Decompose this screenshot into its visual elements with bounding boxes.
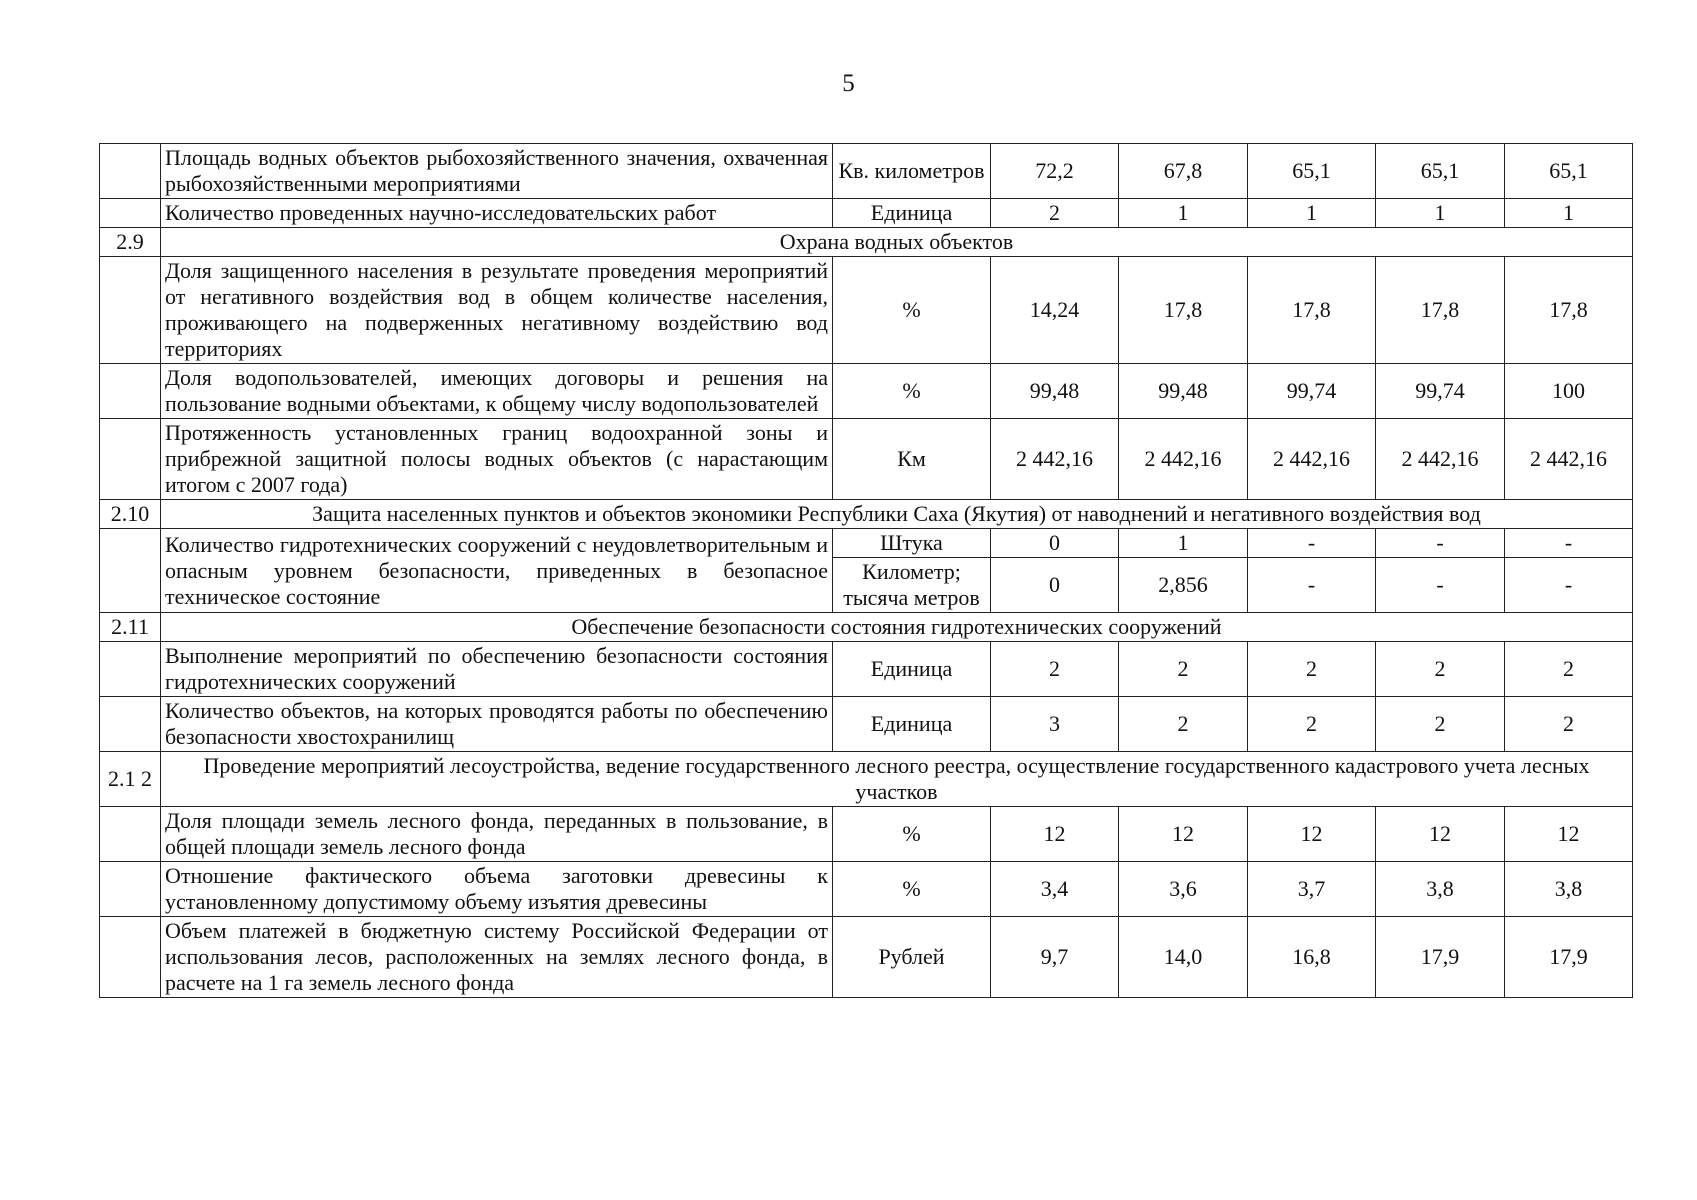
value-cell: 12	[1119, 807, 1248, 862]
indicator-name: Количество гидротехнических сооружений с неудовлетворительным и опасным уровнем безопасности, приведенных в безопасное техническое состояние	[161, 529, 833, 613]
section-row	[100, 500, 1633, 529]
value-cell: 14,0	[1119, 917, 1248, 998]
value-cell: 2	[1376, 642, 1505, 697]
section-number: 2.9	[100, 228, 161, 257]
value-cell: -	[1505, 529, 1633, 558]
value-cell: 3,8	[1505, 862, 1633, 917]
table-row	[100, 529, 1633, 558]
value-cell: -	[1248, 529, 1376, 558]
value-cell: 2 442,16	[1505, 419, 1633, 500]
value-cell: -	[1248, 558, 1376, 613]
row-number	[100, 642, 161, 697]
unit-cell: Рублей	[833, 917, 991, 998]
indicator-name: Выполнение мероприятий по обеспечению безопасности состояния гидротехнических сооружений	[161, 642, 833, 697]
indicator-name: Площадь водных объектов рыбохозяйственного значения, охваченная рыбохозяйственными мероприятиями	[161, 144, 833, 199]
unit-cell: Единица	[833, 199, 991, 228]
indicator-name: Количество объектов, на которых проводятся работы по обеспечению безопасности хвостохранилищ	[161, 697, 833, 752]
value-cell: 1	[1505, 199, 1633, 228]
unit-cell: %	[833, 862, 991, 917]
row-number	[100, 419, 161, 500]
section-title: Проведение мероприятий лесоустройства, ведение государственного лесного реестра, осуществление государственного кадастрового учета лесных участков	[161, 752, 1633, 807]
section-title: Охрана водных объектов	[161, 228, 1633, 257]
unit-cell: %	[833, 257, 991, 364]
value-cell: 2 442,16	[991, 419, 1119, 500]
indicator-name: Отношение фактического объема заготовки древесины к установленному допустимому объему изъятия древесины	[161, 862, 833, 917]
value-cell: 3,7	[1248, 862, 1376, 917]
value-cell: 12	[991, 807, 1119, 862]
row-number	[100, 257, 161, 364]
indicator-name: Доля площади земель лесного фонда, переданных в пользование, в общей площади земель лесного фонда	[161, 807, 833, 862]
value-cell: -	[1376, 529, 1505, 558]
section-title: Обеспечение безопасности состояния гидротехнических сооружений	[161, 613, 1633, 642]
section-number: 2.1 2	[100, 752, 161, 807]
value-cell: 2 442,16	[1376, 419, 1505, 500]
value-cell: 14,24	[991, 257, 1119, 364]
row-number	[100, 807, 161, 862]
value-cell: 12	[1248, 807, 1376, 862]
section-number: 2.10	[100, 500, 161, 529]
table-row	[100, 697, 1633, 752]
value-cell: 99,74	[1248, 364, 1376, 419]
table-row	[100, 199, 1633, 228]
indicator-name: Доля защищенного населения в результате проведения мероприятий от негативного воздействия вод в общем количестве населения, проживающего на подверженных негативному воздействию вод территориях	[161, 257, 833, 364]
table-row	[100, 917, 1633, 998]
value-cell: 2	[1505, 697, 1633, 752]
value-cell: 1	[1376, 199, 1505, 228]
row-number	[100, 862, 161, 917]
unit-cell: Км	[833, 419, 991, 500]
value-cell: 2 442,16	[1119, 419, 1248, 500]
table-row	[100, 862, 1633, 917]
section-row	[100, 228, 1633, 257]
value-cell: 17,8	[1505, 257, 1633, 364]
value-cell: 3,4	[991, 862, 1119, 917]
section-row	[100, 752, 1633, 807]
value-cell: 17,8	[1376, 257, 1505, 364]
value-cell: 3,8	[1376, 862, 1505, 917]
value-cell: 65,1	[1505, 144, 1633, 199]
value-cell: 2	[991, 199, 1119, 228]
indicator-name: Доля водопользователей, имеющих договоры и решения на пользование водными объектами, к общему числу водопользователей	[161, 364, 833, 419]
value-cell: 65,1	[1376, 144, 1505, 199]
value-cell: 12	[1376, 807, 1505, 862]
table-row	[100, 144, 1633, 199]
value-cell: 12	[1505, 807, 1633, 862]
unit-cell: Километр; тысяча метров	[833, 558, 991, 613]
value-cell: 2	[1119, 642, 1248, 697]
page-number: 5	[842, 70, 855, 97]
indicator-name: Количество проведенных научно-исследовательских работ	[161, 199, 833, 228]
value-cell: 1	[1248, 199, 1376, 228]
value-cell: 17,8	[1248, 257, 1376, 364]
table-row	[100, 364, 1633, 419]
value-cell: 3,6	[1119, 862, 1248, 917]
value-cell: 0	[991, 558, 1119, 613]
value-cell: 1	[1119, 529, 1248, 558]
value-cell: 2	[1505, 642, 1633, 697]
value-cell: 2 442,16	[1248, 419, 1376, 500]
value-cell: 2	[1248, 642, 1376, 697]
table-row	[100, 257, 1633, 364]
unit-cell: Кв. километров	[833, 144, 991, 199]
value-cell: 17,8	[1119, 257, 1248, 364]
value-cell: 2	[1248, 697, 1376, 752]
value-cell: -	[1376, 558, 1505, 613]
row-number	[100, 697, 161, 752]
value-cell: 65,1	[1248, 144, 1376, 199]
value-cell: 17,9	[1505, 917, 1633, 998]
section-number: 2.11	[100, 613, 161, 642]
table-row	[100, 419, 1633, 500]
indicator-name: Объем платежей в бюджетную систему Российской Федерации от использования лесов, расположенных на землях лесного фонда, в расчете на 1 га земель лесного фонда	[161, 917, 833, 998]
value-cell: 67,8	[1119, 144, 1248, 199]
value-cell: 9,7	[991, 917, 1119, 998]
unit-cell: Единица	[833, 697, 991, 752]
row-number	[100, 199, 161, 228]
value-cell: 2	[991, 642, 1119, 697]
value-cell: 0	[991, 529, 1119, 558]
value-cell: 1	[1119, 199, 1248, 228]
value-cell: 2	[1376, 697, 1505, 752]
value-cell: -	[1505, 558, 1633, 613]
table-row	[100, 642, 1633, 697]
unit-cell: %	[833, 364, 991, 419]
unit-cell: Штука	[833, 529, 991, 558]
indicator-name: Протяженность установленных границ водоохранной зоны и прибрежной защитной полосы водных объектов (с нарастающим итогом с 2007 года)	[161, 419, 833, 500]
unit-cell: %	[833, 807, 991, 862]
value-cell: 17,9	[1376, 917, 1505, 998]
unit-cell: Единица	[833, 642, 991, 697]
table-row	[100, 807, 1633, 862]
value-cell: 99,74	[1376, 364, 1505, 419]
row-number	[100, 917, 161, 998]
indicators-table	[99, 143, 1633, 998]
row-number	[100, 364, 161, 419]
value-cell: 2	[1119, 697, 1248, 752]
value-cell: 100	[1505, 364, 1633, 419]
value-cell: 3	[991, 697, 1119, 752]
value-cell: 16,8	[1248, 917, 1376, 998]
value-cell: 99,48	[991, 364, 1119, 419]
row-number	[100, 144, 161, 199]
value-cell: 72,2	[991, 144, 1119, 199]
value-cell: 99,48	[1119, 364, 1248, 419]
section-row	[100, 613, 1633, 642]
section-title: Защита населенных пунктов и объектов экономики Республики Саха (Якутия) от наводнений и негативного воздействия вод	[161, 500, 1633, 529]
value-cell: 2,856	[1119, 558, 1248, 613]
row-number	[100, 529, 161, 613]
